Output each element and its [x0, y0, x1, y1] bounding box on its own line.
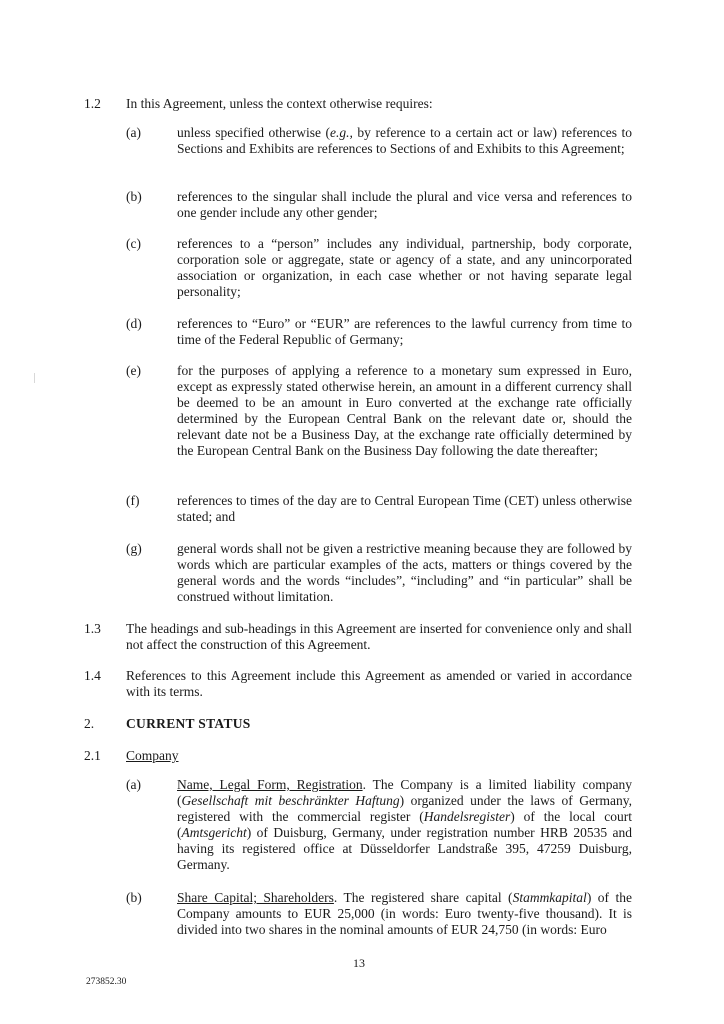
- clause-number-2-1: 2.1: [84, 748, 101, 763]
- clause-number-1-4: 1.4: [84, 668, 101, 683]
- clause-number-1-3: 1.3: [84, 621, 101, 636]
- document-reference: 273852.30: [86, 977, 127, 987]
- item-label-a: (a): [126, 125, 141, 140]
- item-e-text: for the purposes of applying a reference to a monetary sum expressed in Euro, except as expressly stated otherwise herein, an amount in a different currency shall be deemed to be an amount in Euro converted at the exchange rate officially determined by the European Central Bank on the relevant date or, should the relevant date not be a Business Day, at the exchange rate officially determined by the European Central Bank on the Business Day following the date thereafter;: [177, 363, 632, 458]
- item-label-2-1-a: (a): [126, 777, 141, 792]
- item-label-2-1-b: (b): [126, 890, 142, 905]
- section-heading-current-status: CURRENT STATUS: [126, 716, 251, 731]
- item-a-text: unless specified otherwise (e.g., by reference to a certain act or law) references to Sections and Exhibits are references to Sections of and Exhibits to this Agreement;: [177, 125, 632, 156]
- clause-1-2-text: In this Agreement, unless the context otherwise requires:: [126, 96, 433, 111]
- item-label-c: (c): [126, 236, 141, 251]
- item-c-text: references to a “person” includes any individual, partnership, body corporate, corporation sole or aggregate, state or agency of a state, and any unincorporated association or organization, in each case whether or not having separate legal personality;: [177, 236, 632, 299]
- item-label-g: (g): [126, 541, 142, 556]
- clause-number-1-2: 1.2: [84, 96, 101, 111]
- item-label-d: (d): [126, 316, 142, 331]
- item-label-b: (b): [126, 189, 142, 204]
- item-b-text: references to the singular shall include the plural and vice versa and references to one gender include any other gender;: [177, 189, 632, 220]
- clause-2-1-heading: Company: [126, 748, 179, 763]
- scan-mark: [34, 373, 35, 383]
- section-number-2: 2.: [84, 716, 95, 731]
- item-d-text: references to “Euro” or “EUR” are references to the lawful currency from time to time of the Federal Republic of Germany;: [177, 316, 632, 347]
- item-g-text: general words shall not be given a restrictive meaning because they are followed by words which are particular examples of the acts, matters or things covered by the general words and the words “includes”, “including” and “in particular” shall be construed without limitation.: [177, 541, 632, 604]
- page-number: 13: [353, 956, 365, 970]
- item-f-text: references to times of the day are to Central European Time (CET) unless otherwise stated; and: [177, 493, 632, 524]
- item-label-f: (f): [126, 493, 140, 508]
- item-2-1-a-text: Name, Legal Form, Registration. The Company is a limited liability company (Gesellschaft mit beschränkter Haftung) organized under the laws of Germany, registered with the commercial register (Handelsregister) of the local court (Amtsgericht) of Duisburg, Germany, under registration number HRB 20535 and having its registered office at Düsseldorfer Landstraße 395, 47259 Duisburg, Germany.: [177, 777, 632, 872]
- item-2-1-b-text: Share Capital; Shareholders. The registered share capital (Stammkapital) of the Company amounts to EUR 25,000 (in words: Euro twenty-five thousand). It is divided into two shares in the nominal amounts of EUR 24,750 (in words: Euro: [177, 890, 632, 937]
- item-label-e: (e): [126, 363, 141, 378]
- clause-1-3-text: The headings and sub-headings in this Agreement are inserted for convenience only and shall not affect the construction of this Agreement.: [126, 621, 632, 652]
- clause-1-4-text: References to this Agreement include this Agreement as amended or varied in accordance with its terms.: [126, 668, 632, 699]
